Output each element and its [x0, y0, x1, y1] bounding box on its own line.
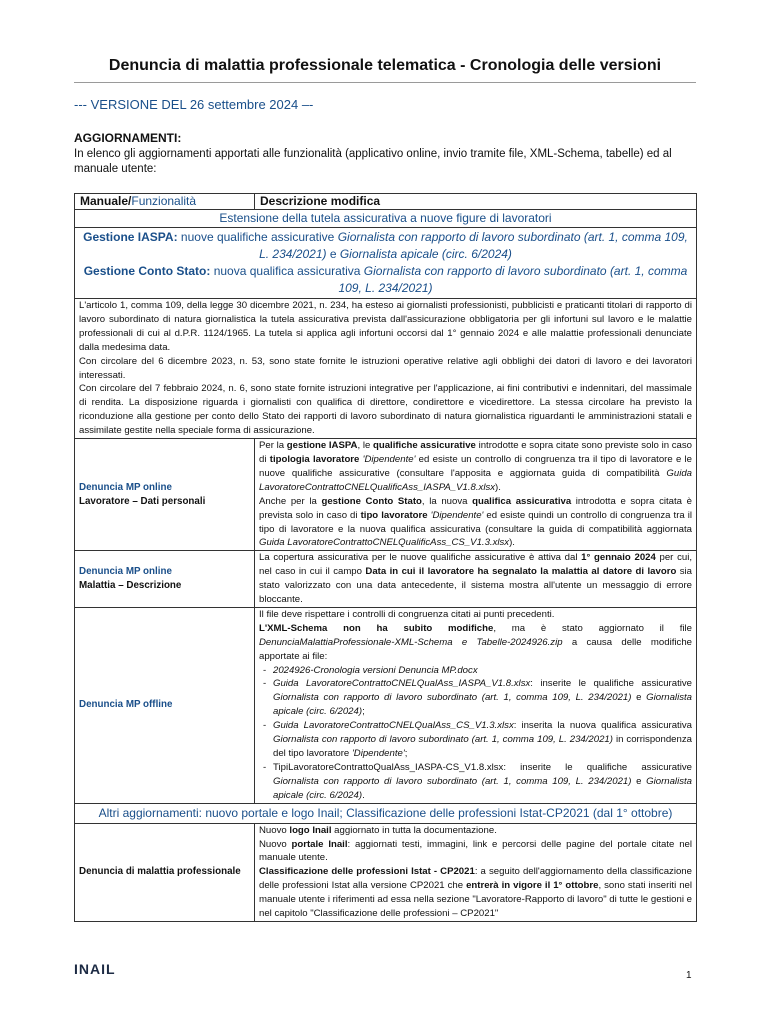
t: ). — [495, 481, 501, 493]
t: tipo lavoratore — [360, 509, 428, 521]
t: Nuovo — [259, 838, 292, 850]
t: Guida LavoratoreContrattoCNELQualificAss_CS_V1.3.xlsx — [259, 537, 510, 549]
t: DenunciaMalattiaProfessionale-XML-Schema e Tabelle-2024926.zip — [259, 636, 563, 648]
t: Classificazione delle professioni Istat - CP2021 — [259, 866, 475, 878]
t: , sono stati inseriti nel manuale utente i riferimenti ad essa nella sezione "Lavoratore-Rapporto di lavoro" di tutte le gestioni e nel capitolo "Classificazione delle professioni – CP2021" — [259, 880, 692, 920]
iaspa-italic2: Giornalista apicale (circ. 6/2024) — [339, 247, 512, 261]
header-descrizione: Descrizione modifica — [255, 194, 697, 210]
t: 1° gennaio 2024 — [581, 552, 656, 564]
table-header-row — [75, 194, 697, 210]
t: introdotta e sopra citata è prevista solo in caso di — [259, 495, 692, 521]
list-item — [273, 719, 692, 761]
t: 'Dipendente' — [359, 453, 416, 465]
title-divider — [74, 82, 696, 83]
inail-logo-text: INAIL — [74, 962, 116, 976]
row3-para2 — [259, 622, 692, 664]
cs-italic1: Giornalista con rapporto di lavoro subordinato (art. 1, comma 109, L. 234/2021) — [338, 264, 688, 295]
gestione-iaspa — [81, 229, 690, 263]
row3-left-blue: Denuncia MP offline — [79, 699, 173, 711]
row3-para1: Il file deve rispettare i controlli di congruenza citati ai punti precedenti. — [259, 608, 555, 620]
t: 'Dipendente' — [351, 748, 405, 759]
row1-para2 — [259, 495, 692, 551]
row4-left: Denuncia di malattia professionale — [75, 823, 255, 921]
t: : inserite le qualifiche assicurative — [530, 678, 692, 690]
intro-paragraph-3: Con circolare del 7 febbraio 2024, n. 6, sono state fornite istruzioni integrative per l'applicazione, ai fini contributivi e indennitari, del massimale di rendita. La disposizione riguarda i giornalisti con qualifica di direttore, condirettore e vicedirettore. La stessa circolare ha previsto la riconduzione alla gestione per conto dello Stato dei rapporti di lavoro subordinato di natura giornalistica riguardanti le amministrazioni statali e assimilate gestite nella speciale forma di assicurazione. — [79, 383, 692, 437]
t: La copertura assicurativa per le nuove qualifiche assicurative è attiva dal — [259, 552, 582, 564]
t: gestione Conto Stato — [321, 495, 422, 507]
t: , le — [357, 440, 373, 452]
t: . — [362, 789, 365, 801]
gestioni-row — [75, 228, 697, 299]
section1-title-row — [75, 210, 697, 228]
intro-paragraph-2: Con circolare del 6 dicembre 2023, n. 53, sono state fornite le istruzioni operative relative agli obblighi dei datori di lavoro e dei lavoratori interessati. — [79, 355, 692, 381]
row2-left — [75, 551, 255, 608]
intro-row — [75, 299, 697, 439]
row3-desc — [255, 607, 697, 803]
t: introdotte e sopra citate sono previste solo in caso di — [259, 440, 692, 465]
row4-para3 — [259, 865, 692, 921]
t: ; — [404, 748, 408, 759]
section2-title-row — [75, 803, 697, 823]
t: sia stato valorizzato con una data antecedente, il sistema mostra all'utente un messaggio di errore bloccante. — [259, 566, 693, 606]
t: L'XML-Schema non ha subito modifiche — [259, 622, 494, 634]
t: , ma è stato aggiornato il file — [493, 622, 692, 634]
t: tipologia lavoratore — [269, 453, 360, 465]
t: gestione IASPA — [286, 440, 358, 452]
t: Giornalista con rapporto di lavoro subordinato (art. 1, comma 109, L. 234/2021) — [273, 734, 613, 746]
row2-desc — [255, 551, 697, 608]
table-row — [75, 823, 697, 921]
row3-left — [75, 607, 255, 803]
intro-paragraph-1: L'articolo 1, comma 109, della legge 30 dicembre 2021, n. 234, ha esteso ai giornalisti professionisti, pubblicisti e praticanti titolari di rapporto di lavoro subordinato di natura giornalistica la tutela assicurativa prevista dall'assicurazione obbligatoria per gli infortuni sul lavoro e le malattie professionali di cui al d.P.R. 1124/1965. La tutela si applica agli infortuni occorsi dal 1° gennaio 2024 e alle malattie professionali denunciate dalla medesima data. — [79, 300, 692, 353]
t: e — [631, 775, 647, 787]
header-funzionalita: Funzionalità — [131, 194, 197, 208]
t: Giornalista con rapporto di lavoro subordinato (art. 1, comma 109, L. 234/2021) — [273, 775, 632, 787]
t: entrerà in vigore il 1° ottobre — [466, 880, 599, 892]
t: qualifica assicurativa — [472, 495, 572, 507]
t: ed esiste quindi un controllo di congruenza tra il tipo di lavoratore e la nuova qualifica assicurativa (consultare la guida di compatibilità aggiornata — [259, 509, 693, 535]
version-line: --- VERSIONE DEL 26 settembre 2024 –- — [74, 97, 314, 112]
section1-title: Estensione della tutela assicurativa a nuove figure di lavoratori — [75, 210, 697, 228]
row1-left — [75, 439, 255, 551]
t: ed esiste un controllo di congruenza tra il tipo di lavoratore e le nuove qualifiche assicurative (consultare l'apposita e aggiornata guida di compatibilità — [259, 453, 693, 479]
row4-desc — [255, 823, 697, 921]
row2-left-black: Malattia – Descrizione — [79, 580, 182, 592]
t: Nuovo — [259, 824, 290, 836]
t: 'Dipendente' — [427, 509, 484, 521]
intro-cell — [75, 299, 697, 439]
t: , la nuova — [421, 495, 473, 507]
t: : a seguito dell'aggiornamento della classificazione delle professioni Istat alla versione CP2021 che — [259, 866, 692, 892]
t: ). — [509, 537, 515, 549]
t: Guida LavoratoreContrattoCNELQualAss_CS_V1.3.xlsx — [273, 720, 514, 732]
table-row — [75, 439, 697, 551]
row3-file-list — [259, 664, 692, 803]
t: aggiornato in tutta la documentazione. — [331, 824, 497, 836]
t: Guida LavoratoreContrattoCNELQualAss_IASPA_V1.8.xlsx — [273, 678, 531, 690]
iaspa-text2: e — [326, 247, 340, 261]
t: Giornalista apicale (circ. 6/2024) — [273, 692, 692, 718]
table-row — [75, 551, 697, 608]
t: qualifiche assicurative — [372, 440, 476, 452]
row1-para1 — [259, 439, 692, 495]
t: Data in cui il lavoratore ha segnalato la malattia al datore di lavoro — [365, 566, 677, 578]
list-item — [273, 677, 692, 719]
gestione-conto-stato — [81, 263, 690, 297]
t: : inserita la nuova qualifica assicurativa — [513, 720, 692, 732]
list-item — [273, 664, 692, 678]
row1-left-black: Lavoratore – Dati personali — [79, 495, 206, 507]
header-slash: / — [128, 194, 132, 208]
changes-table — [74, 193, 697, 922]
page-title: Denuncia di malattia professionale telematica - Cronologia delle versioni — [108, 57, 662, 74]
t: in corrispondenza del tipo lavoratore — [273, 734, 692, 759]
t: TipiLavoratoreContrattoQualAss_IASPA-CS_V1.8.xlsx — [273, 761, 504, 773]
header-manuale-funzionalita — [75, 194, 255, 210]
row4-para2 — [259, 838, 692, 866]
page-number: 1 — [686, 970, 692, 981]
section2-title: Altri aggiornamenti: nuovo portale e logo Inail; Classificazione delle professioni Istat-CP2021 (dal 1° ottobre) — [75, 803, 697, 823]
updates-intro: In elenco gli aggiornamenti apportati alle funzionalità (applicativo online, invio tramite file, XML-Schema, tabelle) ed al manuale utente: — [74, 148, 672, 175]
list-item — [273, 761, 692, 803]
row4-para1 — [259, 824, 692, 838]
cs-label: Gestione Conto Stato: — [83, 264, 211, 278]
t: logo Inail — [289, 824, 332, 836]
row1-left-blue: Denuncia MP online — [79, 481, 172, 493]
iaspa-label: Gestione IASPA: — [83, 230, 178, 244]
t: Per la — [259, 440, 287, 452]
table-row — [75, 607, 697, 803]
gestioni-cell — [75, 228, 697, 299]
t: Guida LavoratoreContrattoCNELQualificAss_IASPA_V1.8.xlsx — [259, 467, 692, 493]
iaspa-italic1: Giornalista con rapporto di lavoro subordinato (art. 1, comma 109, L. 234/2021) — [259, 230, 688, 261]
row2-left-blue: Denuncia MP online — [79, 566, 172, 578]
t: per cui, nel caso in cui il campo — [259, 552, 692, 578]
header-manuale: Manuale — [80, 194, 129, 208]
cs-text1: nuova qualifica assicurativa — [210, 264, 364, 278]
inail-logo — [74, 962, 134, 976]
row1-desc — [255, 439, 697, 551]
t: ; — [362, 706, 365, 718]
t: : aggiornati testi, immagini, link e percorsi delle pagine del portale citate nel manuale utente. — [259, 838, 692, 864]
t: 2024926-Cronologia versioni Denuncia MP.docx — [273, 664, 478, 676]
t: Giornalista con rapporto di lavoro subordinato (art. 1, comma 109, L. 234/2021) — [273, 692, 632, 704]
t: Anche per la — [259, 495, 322, 507]
t: a causa delle modifiche apportate ai file: — [259, 636, 692, 662]
updates-heading: AGGIORNAMENTI: — [74, 131, 182, 145]
iaspa-text1: nuove qualifiche assicurative — [177, 230, 338, 244]
t: e — [631, 692, 647, 704]
t: : inserite le qualifiche assicurative — [503, 761, 692, 773]
t: portale Inail — [291, 838, 348, 850]
t: Giornalista apicale (circ. 6/2024) — [273, 775, 692, 801]
